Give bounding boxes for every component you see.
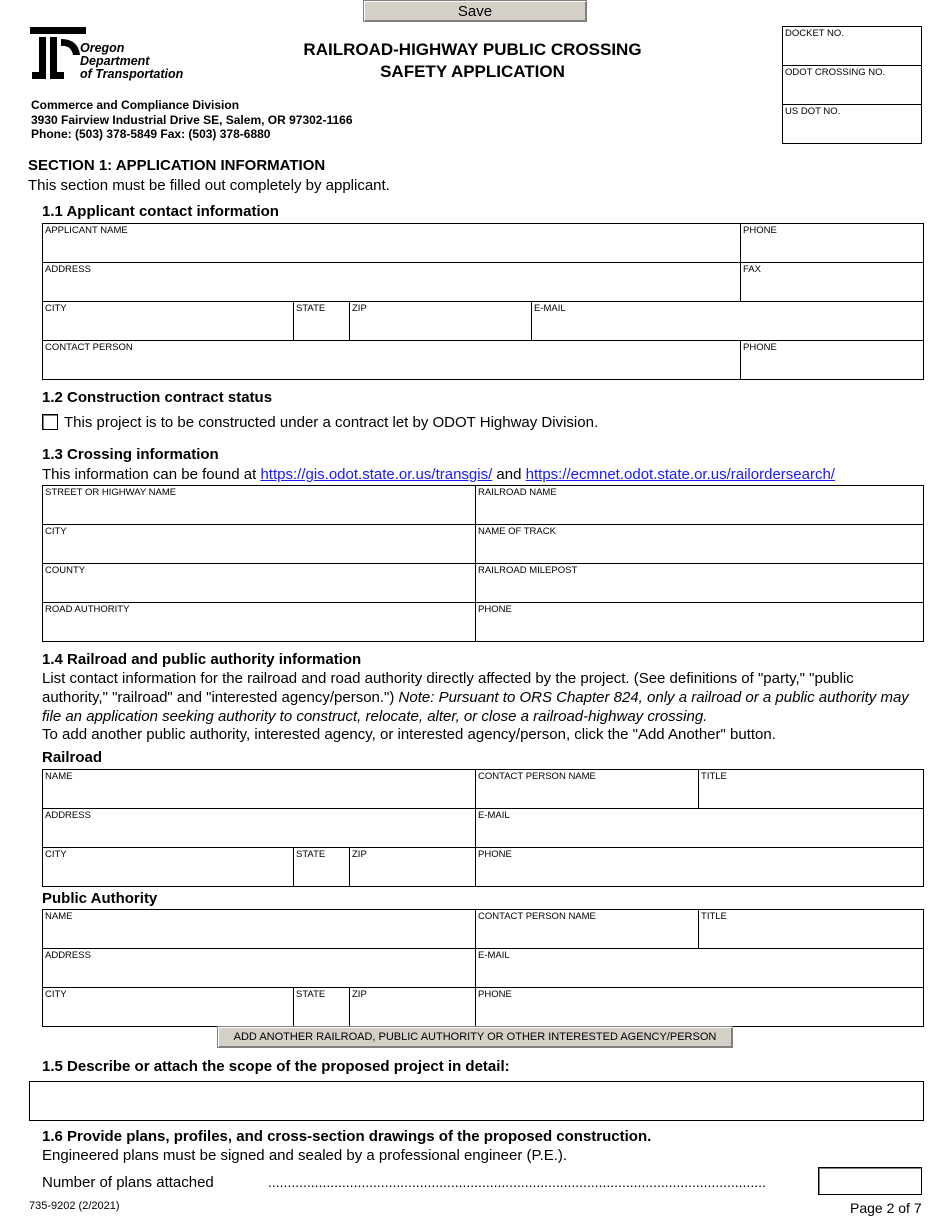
- logo-line-2: Department: [80, 54, 150, 68]
- railroad-contact-name-label: CONTACT PERSON NAME: [478, 771, 596, 782]
- crossing-city-label: CITY: [45, 526, 67, 537]
- applicant-state-field[interactable]: [294, 302, 350, 341]
- public-authority-table: [42, 909, 924, 1027]
- docket-no-label: DOCKET NO.: [785, 28, 844, 39]
- railroad-address-label: ADDRESS: [45, 810, 91, 821]
- form-number: 735-9202 (2/2021): [29, 1200, 120, 1212]
- milepost-label: RAILROAD MILEPOST: [478, 565, 578, 576]
- crossing-info-table: [42, 485, 924, 642]
- contact-person-field[interactable]: [43, 341, 741, 380]
- applicant-zip-label: ZIP: [352, 303, 367, 314]
- railroad-name-label: RAILROAD NAME: [478, 487, 557, 498]
- title-line-1: RAILROAD-HIGHWAY PUBLIC CROSSING: [303, 40, 642, 59]
- title-line-2: SAFETY APPLICATION: [380, 62, 565, 81]
- railroad-heading: Railroad: [42, 749, 103, 766]
- authority-phone-field[interactable]: [476, 988, 924, 1027]
- s14-heading: 1.4 Railroad and public authority information: [42, 651, 362, 668]
- railroad-phone-field[interactable]: [476, 848, 924, 887]
- s14-para1-note: Note: Pursuant to ORS Chapter 824, only a railroad or a public authority may file an application seeking authority to construct, relocate, alter, or close a railroad-highway crossing.: [42, 689, 909, 725]
- s14-para1-text: List contact information for the railroad and road authority directly affected by the project. (See definitions of "party," "public authority," "railroad" and "interested agency/person."): [42, 670, 854, 706]
- road-authority-label: ROAD AUTHORITY: [45, 604, 130, 615]
- railroad-contact-name-field[interactable]: [476, 770, 699, 809]
- authority-contact-name-field[interactable]: [476, 910, 699, 949]
- authority-address-field[interactable]: [43, 949, 476, 988]
- save-button[interactable]: Save: [363, 0, 587, 22]
- office-address: 3930 Fairview Industrial Drive SE, Salem, OR 97302-1166: [31, 112, 353, 127]
- applicant-contact-table: [42, 223, 924, 380]
- road-authority-field[interactable]: [43, 603, 476, 642]
- plans-count-input[interactable]: [818, 1167, 922, 1195]
- applicant-phone-field[interactable]: [741, 224, 924, 263]
- docket-box: [782, 26, 922, 144]
- us-dot-no-field[interactable]: [783, 105, 922, 144]
- logo-line-1: Oregon: [80, 41, 125, 55]
- applicant-name-field[interactable]: [43, 224, 741, 263]
- s16-subtext: Engineered plans must be signed and sealed by a professional engineer (P.E.).: [42, 1147, 568, 1164]
- authority-address-label: ADDRESS: [45, 950, 91, 961]
- add-another-button[interactable]: ADD ANOTHER RAILROAD, PUBLIC AUTHORITY OR OTHER INTERESTED AGENCY/PERSON: [217, 1026, 733, 1048]
- s13-intro-prefix: This information can be found at: [42, 466, 261, 483]
- authority-phone-label: PHONE: [478, 989, 512, 1000]
- railroad-title-label: TITLE: [701, 771, 727, 782]
- authority-zip-label: ZIP: [352, 989, 367, 1000]
- s15-heading: 1.5 Describe or attach the scope of the proposed project in detail:: [42, 1058, 510, 1075]
- railroad-zip-field[interactable]: [350, 848, 476, 887]
- authority-title-label: TITLE: [701, 911, 727, 922]
- railroad-title-field[interactable]: [699, 770, 924, 809]
- applicant-phone-label: PHONE: [743, 225, 777, 236]
- office-division: Commerce and Compliance Division: [31, 98, 240, 112]
- crossing-phone-field[interactable]: [476, 603, 924, 642]
- s13-intro-and: and: [492, 466, 526, 483]
- page-number: Page 2 of 7: [850, 1200, 922, 1216]
- authority-zip-field[interactable]: [350, 988, 476, 1027]
- railroad-state-field[interactable]: [294, 848, 350, 887]
- railroad-zip-label: ZIP: [352, 849, 367, 860]
- office-phone: Phone: (503) 378-5849 Fax: (503) 378-6880: [31, 127, 271, 141]
- applicant-state-label: STATE: [296, 303, 326, 314]
- railroad-state-label: STATE: [296, 849, 326, 860]
- street-field[interactable]: [43, 486, 476, 525]
- authority-state-label: STATE: [296, 989, 326, 1000]
- applicant-city-field[interactable]: [43, 302, 294, 341]
- s13-heading: 1.3 Crossing information: [42, 446, 219, 463]
- applicant-fax-label: FAX: [743, 264, 761, 275]
- applicant-email-label: E-MAIL: [534, 303, 566, 314]
- section-1-heading: SECTION 1: APPLICATION INFORMATION: [28, 157, 326, 174]
- applicant-address-label: ADDRESS: [45, 264, 91, 275]
- s16-heading: 1.6 Provide plans, profiles, and cross-section drawings of the proposed construction.: [42, 1128, 652, 1145]
- railordersearch-link[interactable]: https://ecmnet.odot.state.or.us/railordersearch/: [525, 466, 835, 483]
- railroad-name-field[interactable]: [476, 486, 924, 525]
- applicant-address-field[interactable]: [43, 263, 741, 302]
- applicant-city-label: CITY: [45, 303, 67, 314]
- odot-logo: [30, 27, 210, 81]
- railroad-city-label: CITY: [45, 849, 67, 860]
- track-name-label: NAME OF TRACK: [478, 526, 556, 537]
- authority-city-field[interactable]: [43, 988, 294, 1027]
- contract-checkbox[interactable]: [42, 414, 58, 430]
- odot-crossing-no-field[interactable]: [783, 66, 922, 105]
- project-scope-field[interactable]: [29, 1081, 924, 1121]
- county-label: COUNTY: [45, 565, 86, 576]
- crossing-phone-label: PHONE: [478, 604, 512, 615]
- contact-phone-label: PHONE: [743, 342, 777, 353]
- transgis-link[interactable]: https://gis.odot.state.or.us/transgis/: [260, 466, 493, 483]
- plans-attached-label: Number of plans attached: [42, 1174, 214, 1191]
- s12-heading: 1.2 Construction contract status: [42, 389, 273, 406]
- s14-paragraph-2: To add another public authority, interested agency, or interested agency/person, click the "Add Another" button.: [42, 726, 776, 743]
- authority-title-field[interactable]: [699, 910, 924, 949]
- applicant-name-label: APPLICANT NAME: [45, 225, 128, 236]
- railroad-address-field[interactable]: [43, 809, 476, 848]
- milepost-field[interactable]: [476, 564, 924, 603]
- railroad-name-input-label: NAME: [45, 771, 73, 782]
- authority-state-field[interactable]: [294, 988, 350, 1027]
- section-1-intro: This section must be filled out completely by applicant.: [28, 177, 390, 194]
- docket-no-field[interactable]: [783, 27, 922, 66]
- plans-leader-dots: ................................................................................................................................: [268, 1174, 766, 1190]
- contact-phone-field[interactable]: [741, 341, 924, 380]
- authority-email-field[interactable]: [476, 949, 924, 988]
- authority-city-label: CITY: [45, 989, 67, 1000]
- street-label: STREET OR HIGHWAY NAME: [45, 487, 177, 498]
- authority-name-label: NAME: [45, 911, 73, 922]
- page-title: [250, 39, 695, 83]
- public-authority-heading: Public Authority: [42, 890, 158, 907]
- odot-crossing-no-label: ODOT CROSSING NO.: [785, 67, 886, 78]
- contract-checkbox-label: This project is to be constructed under a contract let by ODOT Highway Division.: [64, 414, 599, 431]
- railroad-table: [42, 769, 924, 887]
- applicant-zip-field[interactable]: [350, 302, 532, 341]
- railroad-name-input[interactable]: [43, 770, 476, 809]
- office-info: [31, 98, 353, 142]
- county-field[interactable]: [43, 564, 476, 603]
- s11-heading: 1.1 Applicant contact information: [42, 203, 279, 220]
- railroad-phone-label: PHONE: [478, 849, 512, 860]
- applicant-fax-field[interactable]: [741, 263, 924, 302]
- authority-contact-name-label: CONTACT PERSON NAME: [478, 911, 596, 922]
- s13-intro: [42, 465, 835, 484]
- authority-name-field[interactable]: [43, 910, 476, 949]
- contact-person-label: CONTACT PERSON: [45, 342, 133, 353]
- applicant-email-field[interactable]: [532, 302, 924, 341]
- us-dot-no-label: US DOT NO.: [785, 106, 841, 117]
- s14-paragraph-1: [42, 669, 922, 726]
- logo-line-3: of Transportation: [80, 67, 184, 81]
- railroad-email-field[interactable]: [476, 809, 924, 848]
- crossing-city-field[interactable]: [43, 525, 476, 564]
- railroad-city-field[interactable]: [43, 848, 294, 887]
- railroad-email-label: E-MAIL: [478, 810, 510, 821]
- track-name-field[interactable]: [476, 525, 924, 564]
- authority-email-label: E-MAIL: [478, 950, 510, 961]
